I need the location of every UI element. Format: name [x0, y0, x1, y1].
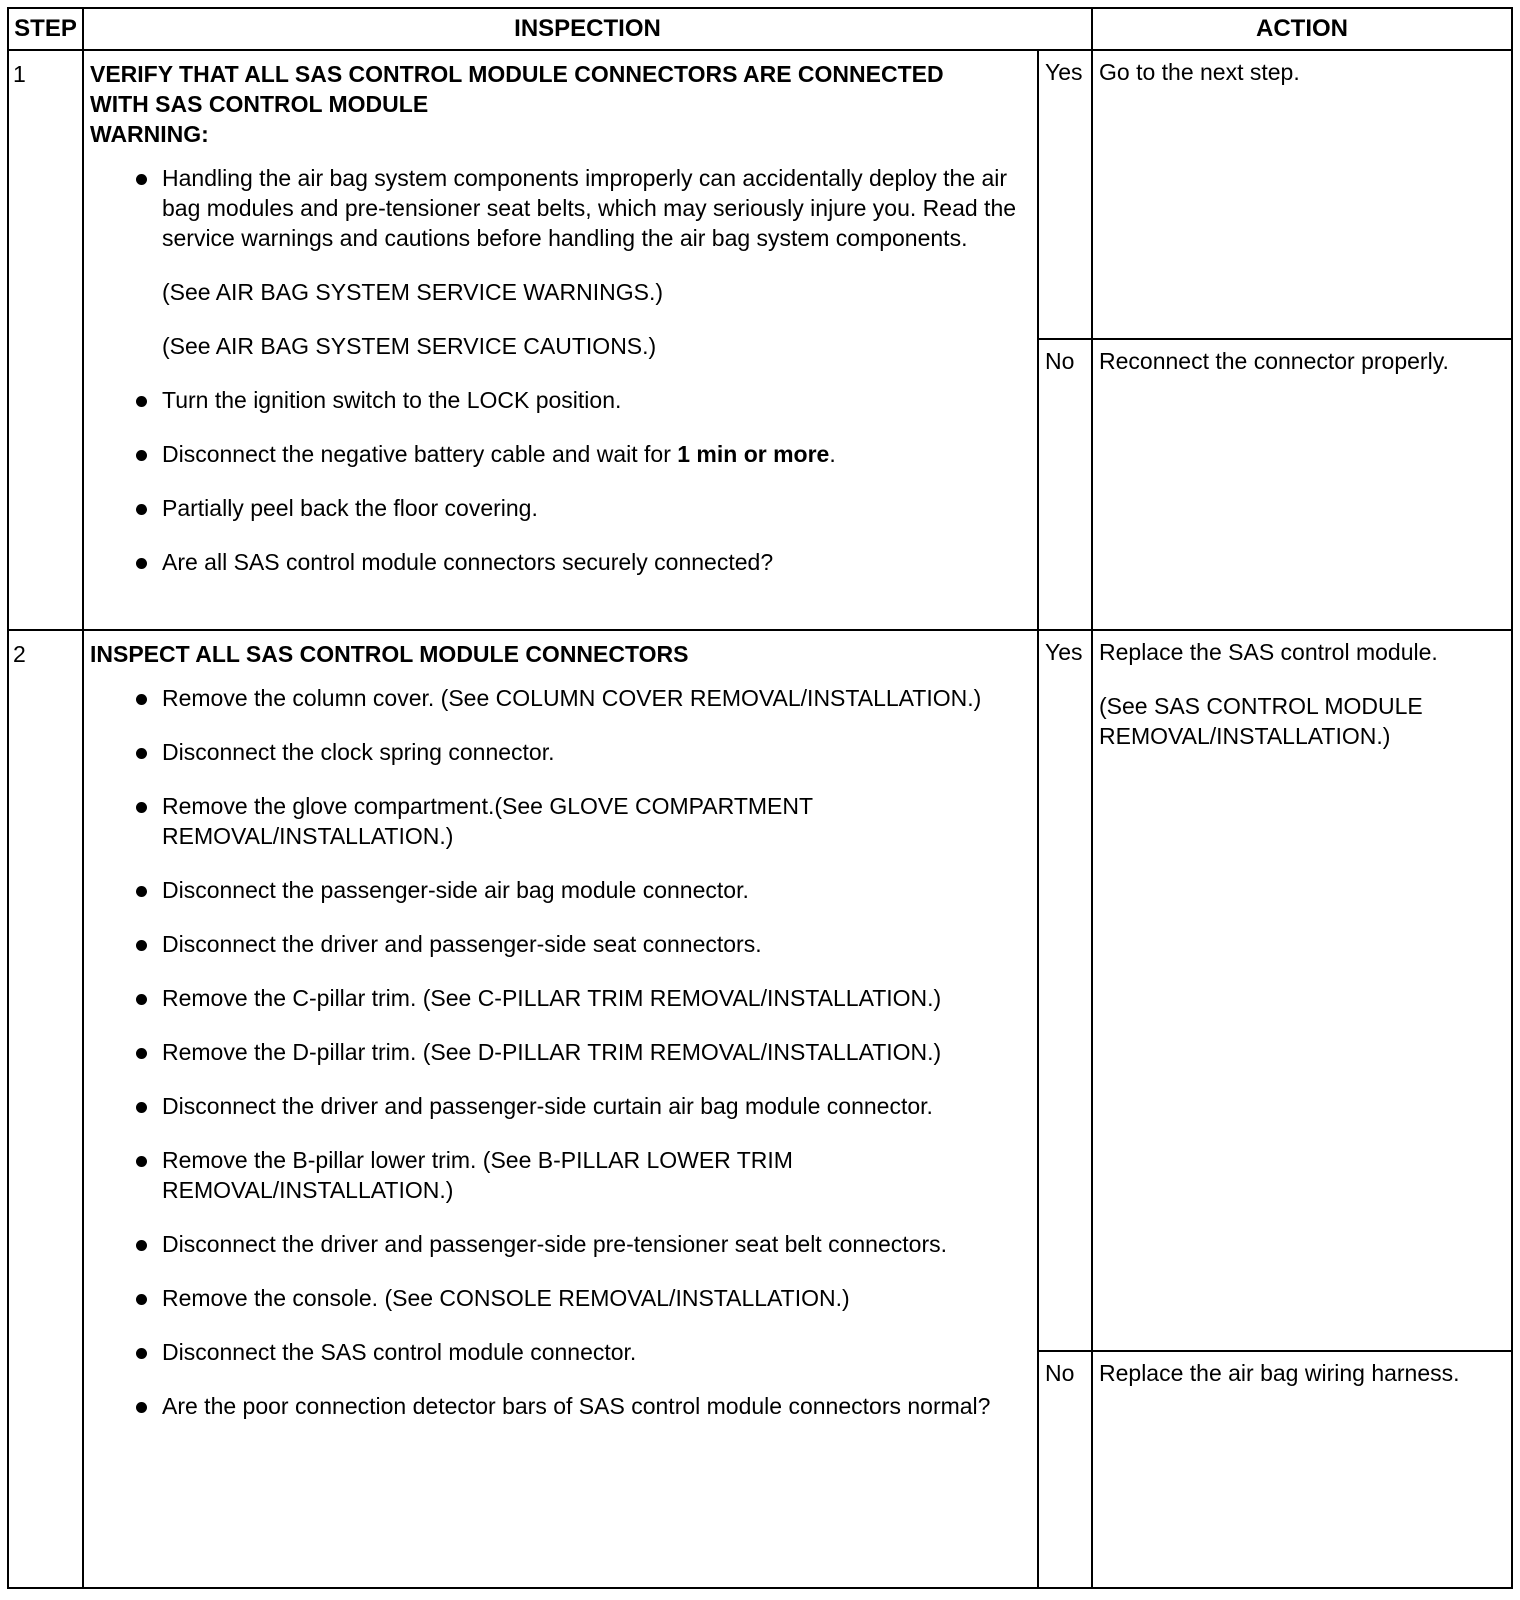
- bullet-icon: [136, 802, 147, 813]
- list-item: [84, 1391, 1021, 1421]
- list-item: [84, 983, 1021, 1013]
- step-2-yes-action-cell: [1092, 630, 1512, 1351]
- step-2-bullet-text: Remove the glove compartment.(See GLOVE COMPARTMENT REMOVAL/INSTALLATION.): [162, 792, 813, 849]
- step-2-no-action: Replace the air bag wiring harness.: [1092, 1351, 1512, 1588]
- list-item: [84, 1283, 1021, 1313]
- list-item: [84, 1337, 1021, 1367]
- step-2-yes-label: Yes: [1038, 630, 1092, 1351]
- step-1-bullet-text-post: .: [829, 441, 836, 468]
- list-item: [84, 493, 1021, 523]
- list-item: [84, 1091, 1021, 1121]
- step-1-reference: (See AIR BAG SYSTEM SERVICE CAUTIONS.): [162, 333, 657, 360]
- list-item: [84, 439, 1021, 469]
- bullet-icon: [136, 504, 147, 515]
- list-item: [84, 737, 1021, 767]
- step-2-number: 2: [8, 630, 83, 1588]
- bullet-icon: [136, 1048, 147, 1059]
- bullet-icon: [136, 1294, 147, 1305]
- step-2-bullet-text: Remove the console. (See CONSOLE REMOVAL/INSTALLATION.): [162, 1284, 850, 1311]
- list-item: [84, 1145, 1021, 1205]
- bullet-icon: [136, 174, 147, 185]
- step-1-yes-action: Go to the next step.: [1092, 50, 1512, 339]
- list-item: [84, 683, 1021, 713]
- step-2-bullet-text: Disconnect the SAS control module connector.: [162, 1338, 637, 1365]
- step-2-bullet-text: Disconnect the clock spring connector.: [162, 738, 555, 765]
- step-2-yes-action: Replace the SAS control module.: [1099, 638, 1438, 665]
- step-2-yes-row: [8, 630, 1512, 1351]
- step-2-bullet-text: Disconnect the driver and passenger-side pre-tensioner seat belt connectors.: [162, 1230, 947, 1257]
- bullet-icon: [136, 994, 147, 1005]
- list-item: [84, 547, 1021, 577]
- header-row: [8, 8, 1512, 50]
- step-1-bullet-emphasis: 1 min or more: [677, 441, 830, 468]
- bullet-icon: [136, 1348, 147, 1359]
- step-2-inspection: [83, 630, 1038, 1588]
- step-2-bullet-text: Disconnect the driver and passenger-side seat connectors.: [162, 930, 762, 957]
- header-step: STEP: [8, 8, 83, 50]
- step-2-no-label: No: [1038, 1351, 1092, 1588]
- list-item: [84, 385, 1021, 415]
- list-item: [84, 929, 1021, 959]
- bullet-icon: [136, 558, 147, 569]
- step-2-yes-reference: (See SAS CONTROL MODULE REMOVAL/INSTALLATION.): [1099, 692, 1423, 749]
- step-1-no-action: Reconnect the connector properly.: [1092, 339, 1512, 629]
- header-action: ACTION: [1092, 8, 1512, 50]
- step-2-bullet-list: [84, 683, 1037, 1421]
- bullet-icon: [136, 940, 147, 951]
- list-item: [84, 1037, 1021, 1067]
- step-1-bullet-list: [84, 163, 1037, 253]
- list-item: [84, 875, 1021, 905]
- step-1-yes-label: Yes: [1038, 50, 1092, 339]
- step-1-bullet-text: Are all SAS control module connectors securely connected?: [162, 549, 774, 576]
- step-1-number: 1: [8, 50, 83, 630]
- bullet-icon: [136, 886, 147, 897]
- step-1-title: [84, 51, 1037, 119]
- bullet-icon: [136, 396, 147, 407]
- bullet-icon: [136, 450, 147, 461]
- list-item: [84, 791, 1021, 851]
- step-2-bullet-text: Remove the D-pillar trim. (See D-PILLAR TRIM REMOVAL/INSTALLATION.): [162, 1038, 942, 1065]
- step-1-warning-label: WARNING:: [90, 121, 209, 148]
- step-1-reference: (See AIR BAG SYSTEM SERVICE WARNINGS.): [162, 279, 664, 306]
- step-2-title: INSPECT ALL SAS CONTROL MODULE CONNECTORS: [90, 640, 689, 667]
- bullet-icon: [136, 1156, 147, 1167]
- step-1-bullet-text: Turn the ignition switch to the LOCK position.: [162, 387, 622, 414]
- step-1-bullet-list-2: [84, 385, 1037, 577]
- step-1-no-label: No: [1038, 339, 1092, 629]
- bullet-icon: [136, 1102, 147, 1113]
- bullet-icon: [136, 694, 147, 705]
- header-inspection: INSPECTION: [83, 8, 1092, 50]
- bullet-icon: [136, 1240, 147, 1251]
- troubleshooting-table-wrapper: [7, 7, 1511, 1589]
- step-2-bullet-text: Disconnect the driver and passenger-side curtain air bag module connector.: [162, 1092, 933, 1119]
- step-1-bullet-text-pre: Disconnect the negative battery cable and wait for: [162, 441, 678, 468]
- list-item: [84, 1229, 1021, 1259]
- troubleshooting-table: [7, 7, 1513, 1589]
- step-2-bullet-text: Remove the column cover. (See COLUMN COVER REMOVAL/INSTALLATION.): [162, 684, 982, 711]
- step-2-bullet-text: Remove the C-pillar trim. (See C-PILLAR TRIM REMOVAL/INSTALLATION.): [162, 984, 942, 1011]
- step-1-yes-row: [8, 50, 1512, 339]
- bullet-icon: [136, 1402, 147, 1413]
- step-1-title-line-2: WITH SAS CONTROL MODULE: [90, 91, 429, 118]
- step-1-bullet-text: Partially peel back the floor covering.: [162, 495, 538, 522]
- list-item: [84, 163, 1021, 253]
- bullet-icon: [136, 748, 147, 759]
- step-2-bullet-text: Disconnect the passenger-side air bag module connector.: [162, 876, 749, 903]
- step-1-title-line-1: VERIFY THAT ALL SAS CONTROL MODULE CONNECTORS ARE CONNECTED: [90, 61, 944, 88]
- step-1-inspection: [83, 50, 1038, 630]
- step-1-bullet-text: Handling the air bag system components improperly can accidentally deploy the air bag modules and pre-tensioner seat belts, which may seriously injure you. Read the service warnings and cautions before handling the air bag system components.: [162, 165, 1017, 252]
- step-2-bullet-text: Remove the B-pillar lower trim. (See B-PILLAR LOWER TRIM REMOVAL/INSTALLATION.): [162, 1146, 793, 1203]
- step-2-bullet-text: Are the poor connection detector bars of SAS control module connectors normal?: [162, 1392, 991, 1419]
